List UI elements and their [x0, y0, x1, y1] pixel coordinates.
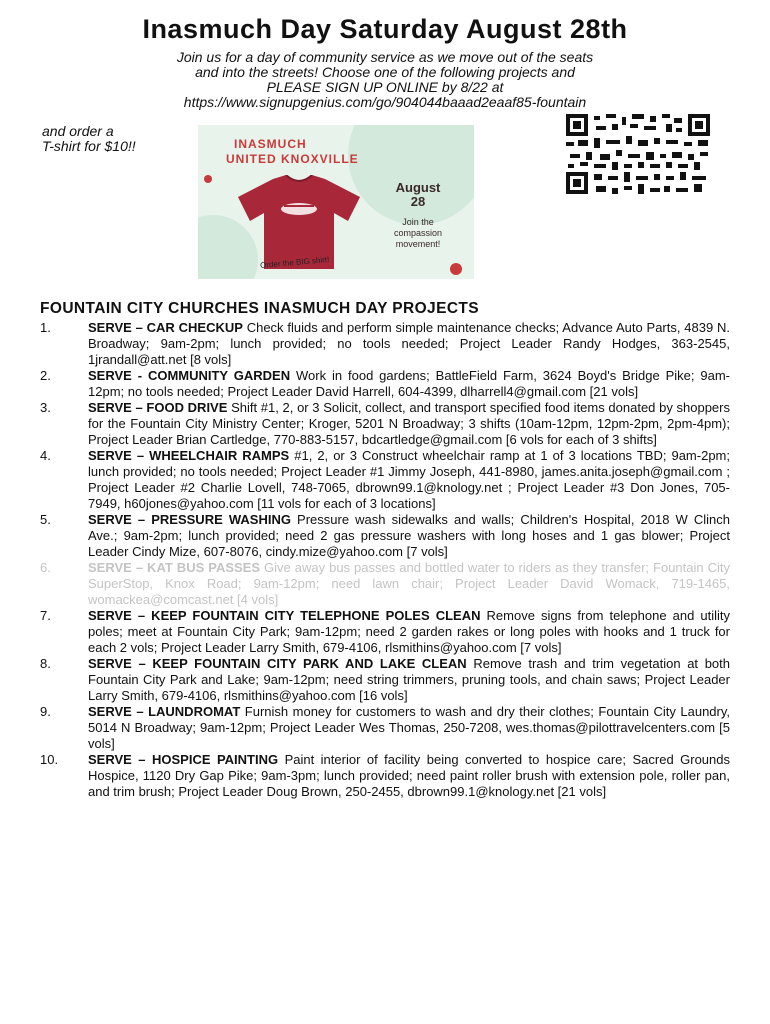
- promo-date-month: August: [395, 180, 441, 195]
- tshirt-note: [42, 124, 136, 154]
- intro-text: [40, 50, 730, 110]
- intro-line: and into the streets! Choose one of the following projects and: [195, 64, 575, 80]
- project-text: [88, 704, 730, 752]
- project-title: SERVE – KAT BUS PASSES: [88, 560, 261, 575]
- project-text: [88, 512, 730, 560]
- project-title: SERVE – FOOD DRIVE: [88, 400, 228, 415]
- logo-icon: [450, 263, 462, 275]
- project-description: Remove signs from telephone and utility poles; meet at Fountain City Park; 9am-12pm; need 2 garden rakes or long poles with hooks and 1 truck for each 2 vols; Project Leader Larry Smith, 679-4106, rlsmithins@yahoo.com [7 vols]: [88, 608, 730, 655]
- project-item: [40, 704, 730, 752]
- qr-code-icon[interactable]: [566, 114, 710, 194]
- project-title: SERVE – KEEP FOUNTAIN CITY TELEPHONE POLES CLEAN: [88, 608, 481, 623]
- project-description: #1, 2, or 3 Construct wheelchair ramp at 1 of 3 locations TBD; 9am-2pm; lunch provided; no tools needed; Project Leader #1 Jimmy Joseph, 441-8980, james.anita.joseph@gmail.com ; Project Leader #2 Charlie Lovell, 748-7065, dbrown99.1@knology.net ; Project Leader #3 Don Jones, 705-7949, h60jones@yahoo.com [11 vols for each of 3 locations]: [88, 448, 730, 511]
- intro-line: Join us for a day of community service as we move out of the seats: [176, 49, 594, 65]
- project-text: [88, 608, 730, 656]
- project-number: 8.: [40, 656, 51, 671]
- page-title: Inasmuch Day Saturday August 28th: [142, 14, 628, 44]
- project-text: [88, 656, 730, 704]
- project-title: SERVE – LAUNDROMAT: [88, 704, 241, 719]
- tagline-line: movement!: [395, 239, 441, 249]
- project-number: 4.: [40, 448, 51, 463]
- project-item: [40, 752, 730, 800]
- project-title: SERVE – CAR CHECKUP: [88, 320, 243, 335]
- tshirt-note-line: T-shirt for $10!!: [42, 138, 136, 154]
- project-item: [40, 512, 730, 560]
- project-item: [40, 320, 730, 368]
- project-title: SERVE – HOSPICE PAINTING: [88, 752, 279, 767]
- project-description: Furnish money for customers to wash and dry their clothes; Fountain City Laundry, 5014 N Broadway; 9am-12pm; Project Leader Wes Thomas, 250-7208, wes.thomas@pilottravelcenters.com [5 vols]: [88, 704, 730, 751]
- promo-line1: INASMUCH: [234, 137, 307, 151]
- project-item: [40, 448, 730, 512]
- project-text: [88, 400, 730, 448]
- project-number: 7.: [40, 608, 51, 623]
- project-text: [88, 368, 730, 400]
- project-number: 9.: [40, 704, 51, 719]
- project-item: [40, 560, 730, 608]
- project-number: 1.: [40, 320, 51, 335]
- project-title: SERVE – PRESSURE WASHING: [88, 512, 291, 527]
- decor-dot: [204, 175, 212, 183]
- tshirt-promo-image: [198, 125, 474, 279]
- project-text: [88, 560, 730, 608]
- project-text: [88, 752, 730, 800]
- promo-date-day: 28: [410, 194, 426, 209]
- project-number: 6.: [40, 560, 51, 575]
- promo-line2: UNITED KNOXVILLE: [226, 152, 359, 166]
- project-number: 10.: [40, 752, 59, 767]
- project-description: Work in food gardens; BattleField Farm, 3624 Boyd's Bridge Pike; 9am-12pm; no tools needed; Project Leader David Harrell, 604-4399, dlharrell4@gmail.com [21 vols]: [88, 368, 731, 399]
- project-item: [40, 656, 730, 704]
- tagline-line: compassion: [393, 228, 443, 238]
- tshirt-note-line: and order a: [42, 123, 114, 139]
- project-description: Paint interior of facility being converted to hospice care; Sacred Grounds Hospice, 1120 Dry Gap Pike; 9am-3pm; lunch provided; need paint roller brush with extension pole, roller pan, and trim brush; Project Leader Doug Brown, 250-2455, dbrown99.1@knology.net [21 vols]: [88, 752, 730, 799]
- promo-tagline: [376, 217, 460, 250]
- project-text: [88, 448, 730, 512]
- project-item: [40, 400, 730, 448]
- project-description: Remove trash and trim vegetation at both Fountain City Park and Lake; 9am-12pm; need string trimmers, pruning tools, and chain saws; Project Leader Larry Smith, 679-4106, rlsmithins@yahoo.com [16 vols]: [88, 656, 730, 703]
- project-number: 3.: [40, 400, 51, 415]
- tshirt-icon: [228, 175, 370, 269]
- project-title: SERVE – WHEELCHAIR RAMPS: [88, 448, 290, 463]
- project-number: 2.: [40, 368, 51, 383]
- signup-link[interactable]: https://www.signupgenius.com/go/904044baaad2eaaf85-fountain: [183, 94, 587, 110]
- projects-list: [40, 320, 730, 800]
- project-description: Pressure wash sidewalks and walls; Children's Hospital, 2018 W Clinch Ave.; 9am-2pm; lunch provided; need 2 gas pressure washers with long hoses and 1 gas blower; Project Leader Cindy Mize, 607-8076, cindy.mize@yahoo.com [7 vols]: [88, 512, 730, 559]
- project-description: Shift #1, 2, or 3 Solicit, collect, and transport specified food items donated by shoppers for the Fountain City Ministry Center; Kroger, 5201 N Broadway; 3 shifts (10am-12pm, 12pm-2pm, 2pm-4pm); Project Leader Brian Cartledge, 770-883-5157, bdcartledge@gmail.com [6 vols for each of 3 shifts]: [88, 400, 730, 447]
- project-item: [40, 608, 730, 656]
- project-description: Check fluids and perform simple maintenance checks; Advance Auto Parts, 4839 N. Broadway; 9am-2pm; lunch provided; no tools needed; Project Leader Randy Hodges, 363-2545, 1jrandall@att.net [8 vols]: [88, 320, 730, 367]
- project-number: 5.: [40, 512, 51, 527]
- projects-heading: FOUNTAIN CITY CHURCHES INASMUCH DAY PROJECTS: [40, 300, 480, 317]
- intro-line: PLEASE SIGN UP ONLINE by 8/22 at: [266, 79, 504, 95]
- promo-order-text: Order the BIG shirt!: [259, 254, 330, 271]
- project-description: Give away bus passes and bottled water to riders as they transfer; Fountain City SuperStop, Knox Road; 9am-12pm; need lawn chair; Project Leader David Womack, 719-1465, womackea@comcast.net [4 vols]: [88, 560, 730, 607]
- tagline-line: Join the: [402, 217, 434, 227]
- project-text: [88, 320, 730, 368]
- project-title: SERVE – KEEP FOUNTAIN CITY PARK AND LAKE CLEAN: [88, 656, 467, 671]
- project-title: SERVE - COMMUNITY GARDEN: [88, 368, 291, 383]
- project-item: [40, 368, 730, 400]
- promo-date: [376, 181, 460, 209]
